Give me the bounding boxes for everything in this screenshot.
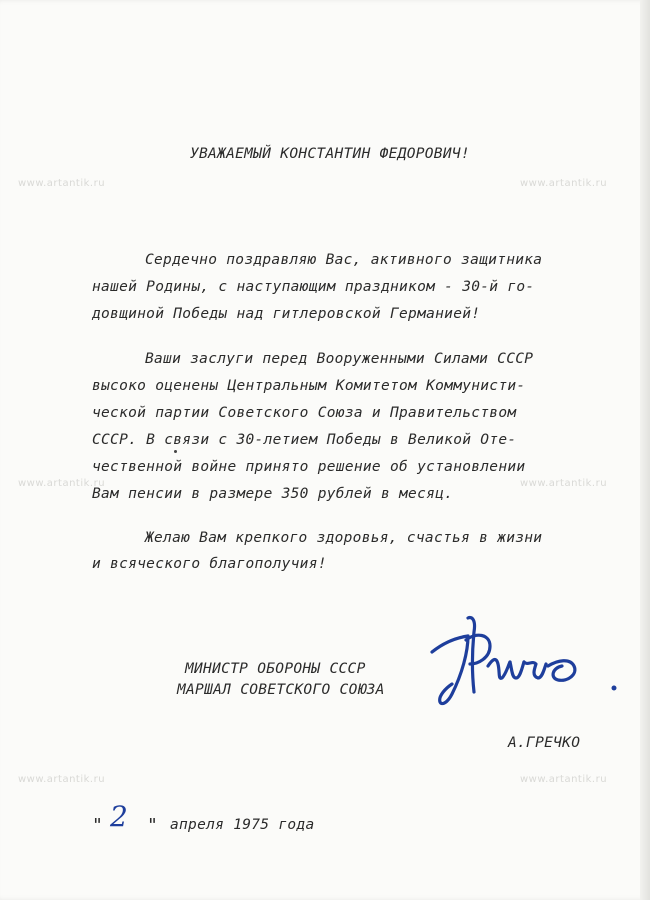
sender-name: А.ГРЕЧКО	[508, 735, 581, 751]
paragraph-3-line: Желаю Вам крепкого здоровья, счастья в жизни	[145, 530, 543, 546]
sender-title-line-2: МАРШАЛ СОВЕТСКОГО СОЮЗА	[177, 682, 385, 698]
paragraph-2-line: чественной войне принято решение об установлении	[92, 459, 526, 475]
paragraph-2-line: СССР. В связи с 30-летием Победы в Великой Оте-	[92, 432, 517, 448]
watermark: www.artantik.ru	[520, 178, 608, 189]
paragraph-2-line: Ваши заслуги перед Вооруженными Силами СССР	[145, 351, 534, 367]
watermark: www.artantik.ru	[18, 774, 106, 785]
date-close-quote: "	[147, 815, 159, 836]
date-open-quote: "	[92, 815, 104, 836]
salutation: УВАЖАЕМЫЙ КОНСТАНТИН ФЕДОРОВИЧ!	[190, 146, 470, 162]
paragraph-1-line: нашей Родины, с наступающим праздником - 30-й го-	[92, 279, 535, 295]
paragraph-2-line: Вам пенсии в размере 350 рублей в месяц.	[92, 486, 454, 502]
paragraph-2-line: ческой партии Советского Союза и Правительством	[92, 405, 517, 421]
watermark: www.artantik.ru	[520, 774, 608, 785]
watermark: www.artantik.ru	[520, 478, 608, 489]
paper-edge	[640, 0, 650, 900]
paragraph-1-line: Сердечно поздравляю Вас, активного защитника	[145, 252, 543, 268]
signature-graphic	[428, 612, 628, 722]
paragraph-1-line: довщиной Победы над гитлеровской Германией!	[92, 306, 481, 322]
date-text: апреля 1975 года	[170, 817, 315, 833]
paragraph-2-line: высоко оценены Центральным Комитетом Коммунисти-	[92, 378, 526, 394]
sender-title-line-1: МИНИСТР ОБОРОНЫ СССР	[185, 661, 366, 677]
watermark: www.artantik.ru	[18, 178, 106, 189]
date-day: 2	[110, 800, 128, 833]
watermark: www.artantik.ru	[18, 478, 106, 489]
ink-speck	[174, 450, 177, 453]
paragraph-3-line: и всяческого благополучия!	[92, 556, 327, 572]
